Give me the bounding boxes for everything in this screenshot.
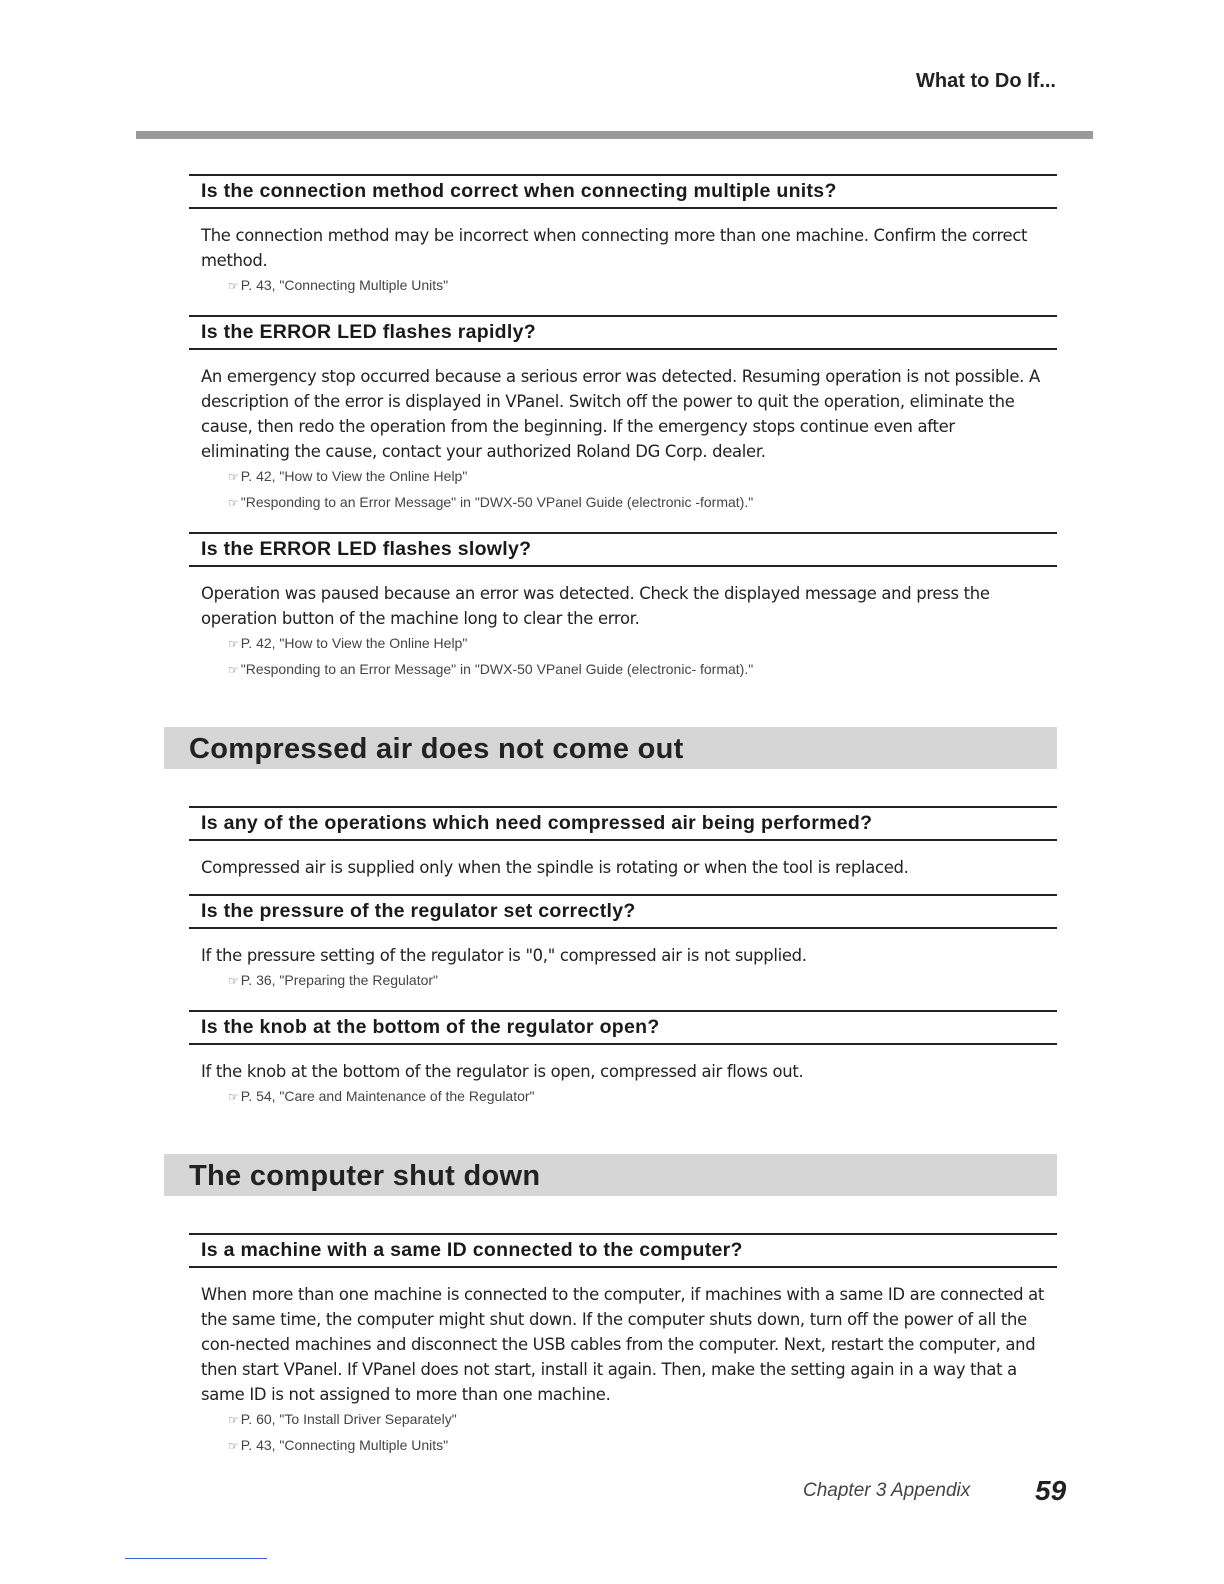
pointing-hand-icon: ☞ [228, 1413, 239, 1427]
reference-link[interactable]: ☞ P. 42, "How to View the Online Help" [228, 468, 468, 484]
reference-link[interactable]: ☞ P. 36, "Preparing the Regulator" [228, 972, 439, 988]
running-header: What to Do If... [916, 70, 1056, 92]
reference-list [228, 1084, 1057, 1110]
answer-text: Operation was paused because an error was detected. Check the displayed message and press the operation button of the machine long to clear the error. [201, 584, 990, 628]
section-heading: Compressed air does not come out [164, 727, 1057, 769]
reference-list [228, 1407, 1057, 1459]
answer-text: When more than one machine is connected to the computer, if machines with a same ID are connected at the same time, the computer might shut down. If the computer shuts down, turn off the power of all the con-nected machines and disconnect the USB cables from the computer. Next, restart the computer, and then start VPanel. If VPanel does not start, install it again. Then, make the setting again in a way that a same ID is not assigned to more than one machine. [201, 1285, 1045, 1404]
answer-text: The connection method may be incorrect when connecting more than one machine. Confirm the correct method. [201, 226, 1028, 270]
pointing-hand-icon: ☞ [228, 279, 239, 293]
pointing-hand-icon: ☞ [228, 496, 239, 510]
pointing-hand-icon: ☞ [228, 1439, 239, 1453]
header-rule [136, 131, 1093, 139]
question-heading: Is the pressure of the regulator set correctly? [189, 894, 1057, 929]
question-heading: Is any of the operations which need compressed air being performed? [189, 806, 1057, 841]
answer-text: An emergency stop occurred because a serious error was detected. Resuming operation is not possible. A description of the error is displayed in VPanel. Switch off the power to quit the operation, eliminate the cause, then redo the operation from the beginning. If the emergency stops continue even after eliminating the cause, contact your authorized Roland DG Corp. dealer. [201, 367, 1040, 461]
answer-text: If the pressure setting of the regulator is "0," compressed air is not supplied. [201, 946, 807, 965]
reference-link[interactable]: ☞ P. 43, "Connecting Multiple Units" [228, 1437, 449, 1453]
answer-text: If the knob at the bottom of the regulator is open, compressed air flows out. [201, 1062, 804, 1081]
pointing-hand-icon: ☞ [228, 974, 239, 988]
answer-text: Compressed air is supplied only when the spindle is rotating or when the tool is replaced. [201, 858, 909, 877]
reference-link[interactable]: ☞ P. 43, "Connecting Multiple Units" [228, 277, 449, 293]
footer-chapter: Chapter 3 Appendix [803, 1480, 971, 1501]
reference-list [228, 968, 1057, 994]
section-heading: The computer shut down [164, 1154, 1057, 1196]
question-heading: Is the ERROR LED flashes rapidly? [189, 315, 1057, 350]
page-number: 59 [1035, 1475, 1067, 1506]
reference-link[interactable]: ☞ P. 60, "To Install Driver Separately" [228, 1411, 457, 1427]
question-heading: Is the connection method correct when connecting multiple units? [189, 174, 1057, 209]
reference-link[interactable]: ☞ P. 42, "How to View the Online Help" [228, 635, 468, 651]
reference-list [228, 273, 1057, 299]
bottom-rule [125, 1558, 267, 1559]
question-heading: Is the knob at the bottom of the regulator open? [189, 1010, 1057, 1045]
reference-link[interactable]: ☞ "Responding to an Error Message" in "DWX-50 VPanel Guide (electronic -format)." [228, 494, 754, 510]
question-heading: Is a machine with a same ID connected to the computer? [189, 1233, 1057, 1268]
pointing-hand-icon: ☞ [228, 637, 239, 651]
reference-link[interactable]: ☞ P. 54, "Care and Maintenance of the Regulator" [228, 1088, 535, 1104]
question-heading: Is the ERROR LED flashes slowly? [189, 532, 1057, 567]
reference-list [228, 631, 1057, 683]
pointing-hand-icon: ☞ [228, 663, 239, 677]
reference-link[interactable]: ☞ "Responding to an Error Message" in "DWX-50 VPanel Guide (electronic- format)." [228, 661, 754, 677]
reference-list [228, 464, 1057, 516]
pointing-hand-icon: ☞ [228, 1090, 239, 1104]
page-content [164, 174, 1057, 1475]
pointing-hand-icon: ☞ [228, 470, 239, 484]
